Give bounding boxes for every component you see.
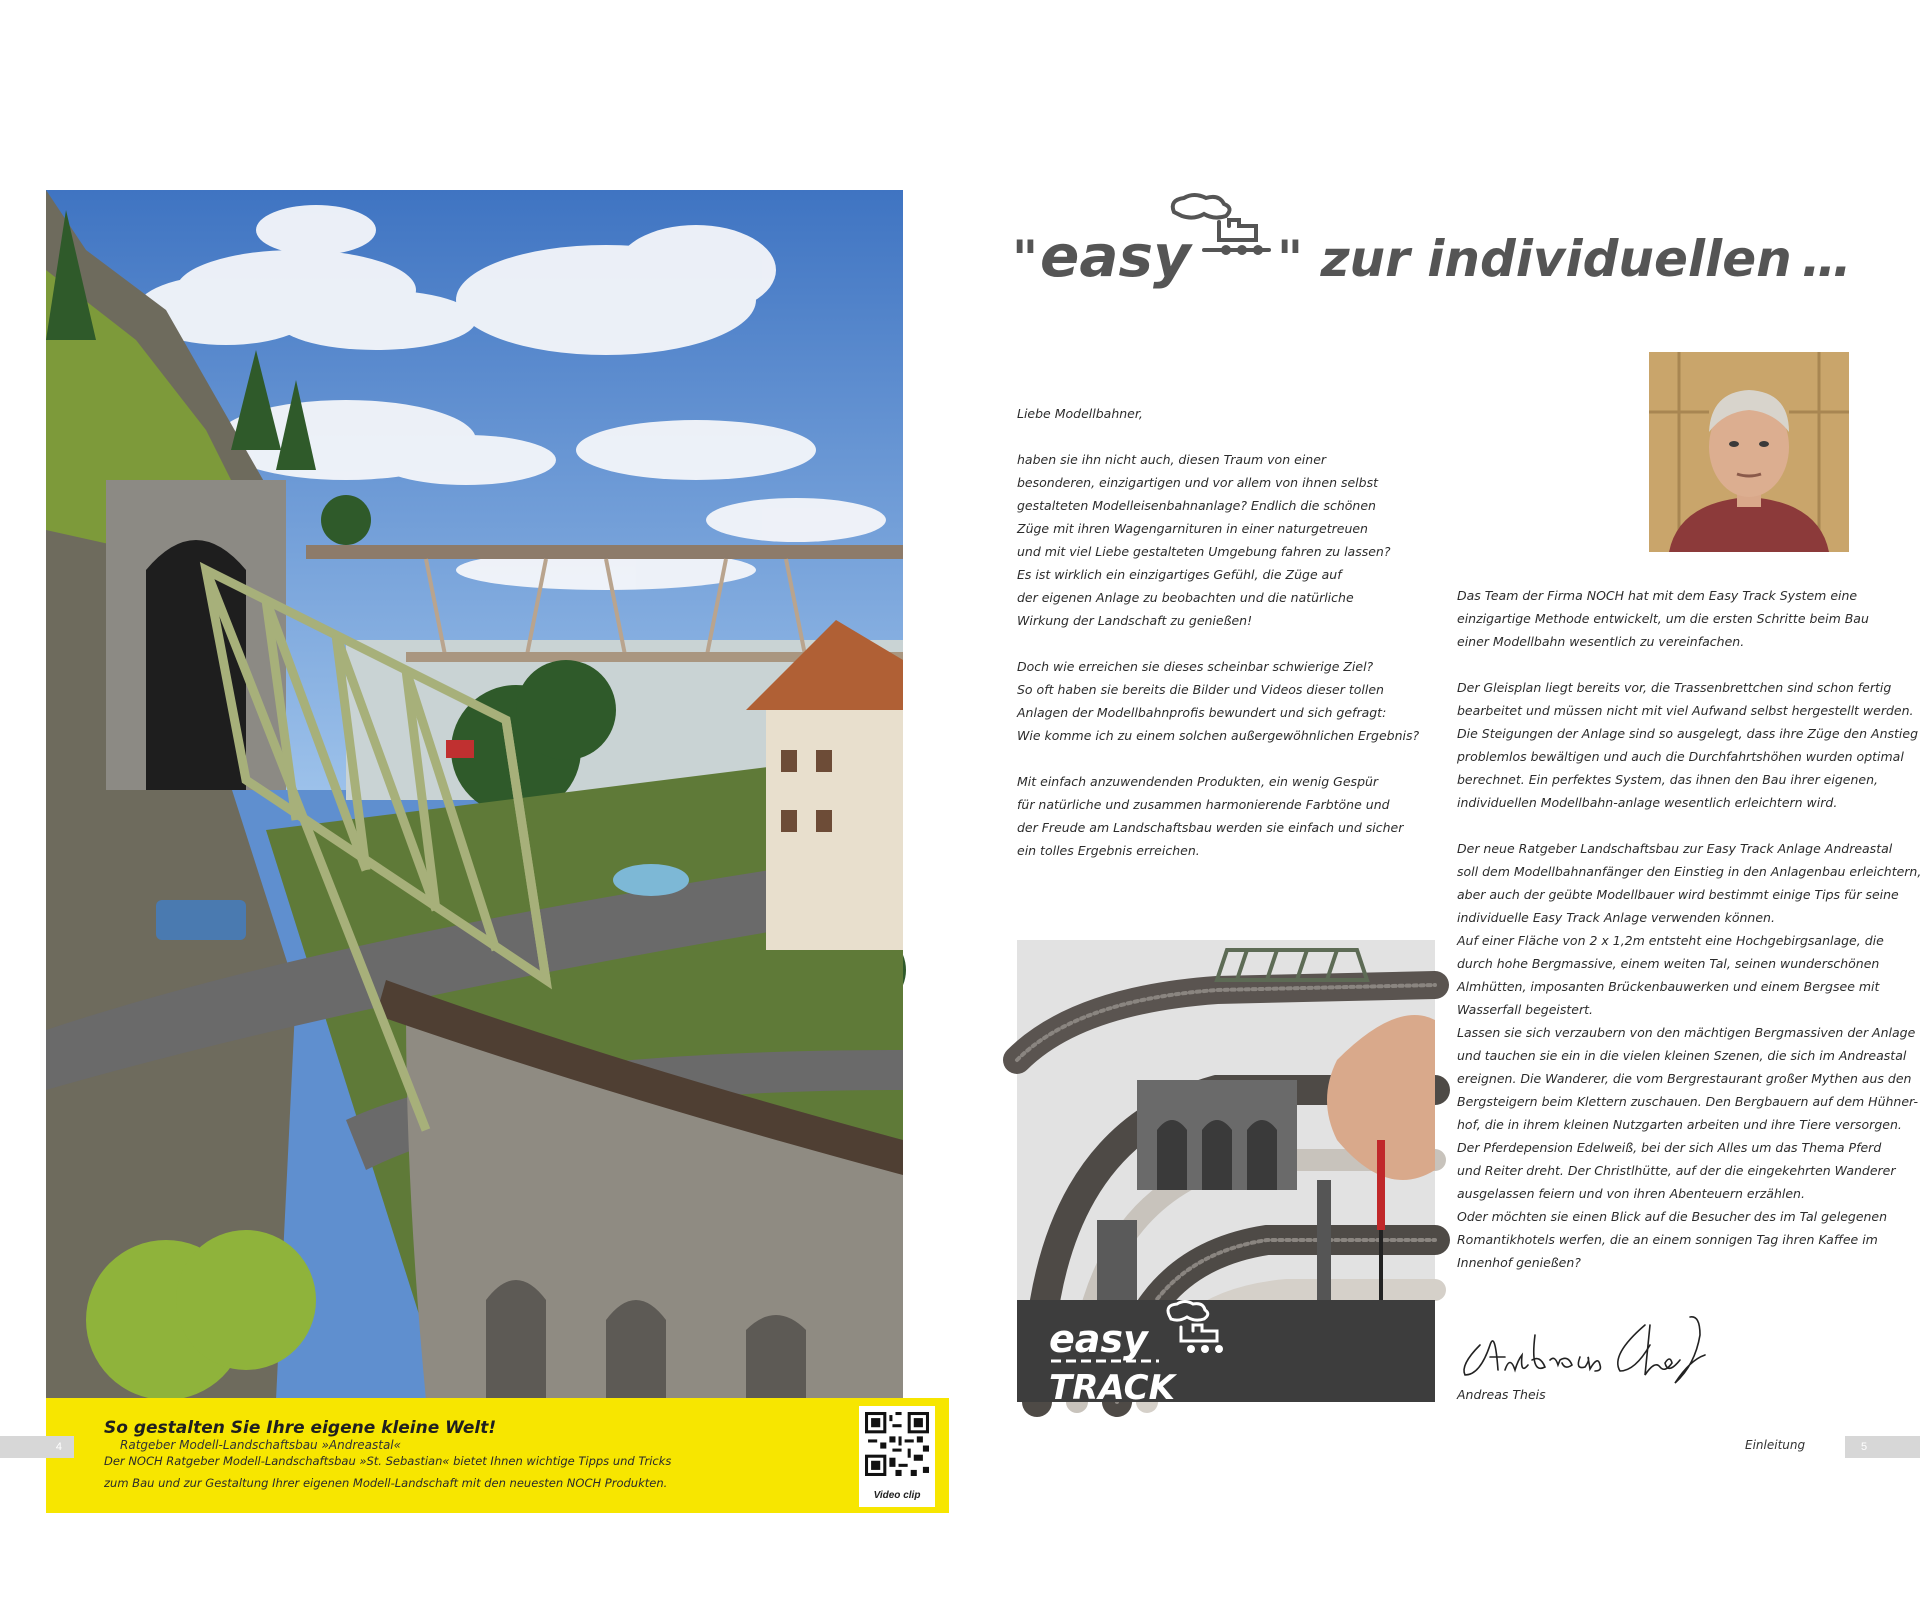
text-line: Bergsteigern beim Klettern zuschauen. Den Bergbauern auf dem Hühner- xyxy=(1457,1094,1918,1109)
text-line: hof, die in ihrem kleinen Nutzgarten arbeiten und ihre Tiere versorgen. xyxy=(1457,1117,1902,1132)
text-line: soll dem Modellbahnanfänger den Einstieg in den Anlagenbau erleichtern, xyxy=(1457,864,1921,879)
text-line: der Freude am Landschaftsbau werden sie einfach und sicher xyxy=(1017,820,1404,835)
text-line: und Reiter dreht. Der Christlhütte, auf der die eingekehrten Wanderer xyxy=(1457,1163,1896,1178)
text-line: So oft haben sie bereits die Bilder und Videos dieser tollen xyxy=(1017,682,1384,697)
text-line: Anlagen der Modellbahnprofis bewundert und sich gefragt: xyxy=(1017,705,1387,720)
text-line: gestalteten Modelleisenbahnanlage? Endlich die schönen xyxy=(1017,498,1376,513)
text-line: berechnet. Ein perfektes System, das ihnen den Bau ihrer eigenen, xyxy=(1457,772,1878,787)
text-line: Doch wie erreichen sie dieses scheinbar schwierige Ziel? xyxy=(1017,659,1374,674)
text-line: Romantikhotels werfen, die an einem sonnigen Tag ihren Kaffee im xyxy=(1457,1232,1878,1247)
left-page xyxy=(0,0,960,1600)
text-line: Die Steigungen der Anlage sind so ausgelegt, dass ihre Züge den Anstieg xyxy=(1457,726,1918,741)
page-number-tab-left xyxy=(0,1436,74,1458)
footer-title-right: Einleitung xyxy=(1745,1438,1806,1452)
page-number-left: 4 xyxy=(55,1441,62,1453)
text-line: Auf einer Fläche von 2 x 1,2m entsteht eine Hochgebirgsanlage, die xyxy=(1457,933,1884,948)
page-number-tab-right xyxy=(1845,1436,1920,1458)
page-number-right: 5 xyxy=(1861,1441,1868,1453)
text-line: bearbeitet und müssen nicht mit viel Aufwand selbst hergestellt werden. xyxy=(1457,703,1914,718)
qr-label: Video clip xyxy=(873,1490,921,1501)
author-portrait xyxy=(1649,352,1849,552)
headline-easy-logo: easy xyxy=(1040,222,1191,290)
text-line: Der Pferdepension Edelweiß, bei der sich Alles um das Thema Pferd xyxy=(1457,1140,1882,1155)
signature-name: Andreas Theis xyxy=(1457,1387,1546,1402)
footer-title-left: Ratgeber Modell-Landschaftsbau »Andreastal« xyxy=(120,1438,402,1452)
easy-track-logo-icon xyxy=(1047,1295,1227,1408)
qr-code-icon xyxy=(865,1412,929,1476)
headline-open-quote: " xyxy=(1012,230,1039,288)
text-line: ausgelassen feiern und von ihren Abenteuern erzählen. xyxy=(1457,1186,1805,1201)
headline xyxy=(1012,192,1892,312)
text-line: der eigenen Anlage zu beobachten und die natürliche xyxy=(1017,590,1354,605)
right-page xyxy=(960,0,1920,1600)
text-line: haben sie ihn nicht auch, diesen Traum von einer xyxy=(1017,452,1327,467)
text-line: Wie komme ich zu einem solchen außergewöhnlichen Ergebnis? xyxy=(1017,728,1420,743)
text-line: Lassen sie sich verzaubern von den mächtigen Bergmassiven der Anlage xyxy=(1457,1025,1916,1040)
person-portrait-icon xyxy=(1649,352,1849,552)
text-line: einzigartige Methode entwickelt, um die ersten Schritte beim Bau xyxy=(1457,611,1869,626)
text-line: durch hohe Bergmassive, einem weiten Tal, seinen wunderschönen xyxy=(1457,956,1880,971)
intro-column xyxy=(1017,402,1420,885)
text-line: Innenhof genießen? xyxy=(1457,1255,1581,1270)
paragraph-4 xyxy=(1457,584,1887,653)
text-line: Wirkung der Landschaft zu genießen! xyxy=(1017,613,1253,628)
paragraph-5 xyxy=(1457,676,1918,814)
promo-title: So gestalten Sie Ihre eigene kleine Welt! xyxy=(104,1418,497,1438)
headline-text: " zur individuellen … xyxy=(1277,230,1852,288)
text-line: individuelle Easy Track Anlage verwenden können. xyxy=(1457,910,1775,925)
text-line: besonderen, einzigartigen und vor allem von ihnen selbst xyxy=(1017,475,1379,490)
paragraph-1 xyxy=(1017,448,1397,632)
greeting: Liebe Modellbahner, xyxy=(1017,406,1143,421)
qr-code[interactable] xyxy=(859,1406,935,1507)
text-line: und tauchen sie ein in die vielen kleinen Szenen, die sich im Andreastal xyxy=(1457,1048,1907,1063)
text-line: problemlos bewältigen und auch die Durchfahrtshöhen wurden optimal xyxy=(1457,749,1904,764)
text-line: Mit einfach anzuwendenden Produkten, ein wenig Gespür xyxy=(1017,774,1379,789)
text-line: Almhütten, imposanten Brückenbauwerken und einem Bergsee mit xyxy=(1457,979,1880,994)
text-line: Züge mit ihren Wagengarnituren in einer naturgetreuen xyxy=(1017,521,1368,536)
easy-track-logo xyxy=(1047,1295,1227,1410)
text-line: aber auch der geübte Modellbauer wird bestimmt einige Tips für seine xyxy=(1457,887,1899,902)
easy-track-photo xyxy=(1017,940,1435,1408)
text-line: Oder möchten sie einen Blick auf die Besucher des im Tal gelegenen xyxy=(1457,1209,1888,1224)
text-line: Wasserfall begeistert. xyxy=(1457,1002,1594,1017)
text-line: und mit viel Liebe gestalteten Umgebung fahren zu lassen? xyxy=(1017,544,1391,559)
text-line: Es ist wirklich ein einzigartiges Gefühl, die Züge auf xyxy=(1017,567,1342,582)
text-line: Der neue Ratgeber Landschaftsbau zur Easy Track Anlage Andreastal xyxy=(1457,841,1893,856)
track-word: TRACK xyxy=(1049,1368,1175,1408)
locomotive-icon xyxy=(1164,192,1274,262)
text-line: einer Modellbahn wesentlich zu vereinfachen. xyxy=(1457,634,1745,649)
easy-word: easy xyxy=(1049,1317,1148,1361)
model-railway-landscape-icon xyxy=(46,190,903,1400)
text-line: Das Team der Firma NOCH hat mit dem Easy Track System eine xyxy=(1457,588,1858,603)
text-line: ereignen. Die Wanderer, die vom Bergrestaurant großer Mythen aus den xyxy=(1457,1071,1912,1086)
paragraph-2 xyxy=(1017,655,1420,747)
signature-icon xyxy=(1450,1305,1750,1385)
text-line: ein tolles Ergebnis erreichen. xyxy=(1017,843,1200,858)
paragraph-6 xyxy=(1457,837,1921,1274)
paragraph-3 xyxy=(1017,770,1404,862)
promo-text-line-2: zum Bau und zur Gestaltung Ihrer eigenen Modell-Landschaft mit den neuesten NOCH Produkten. xyxy=(104,1476,668,1490)
promo-text-line-1: Der NOCH Ratgeber Modell-Landschaftsbau »St. Sebastian« bietet Ihnen wichtige Tipps und Tricks xyxy=(104,1454,672,1468)
text-line: Der Gleisplan liegt bereits vor, die Trassenbrettchen sind schon fertig xyxy=(1457,680,1892,695)
promo-box xyxy=(46,1398,949,1513)
text-line: für natürliche und zusammen harmonierende Farbtöne und xyxy=(1017,797,1390,812)
main-column xyxy=(1457,584,1921,1274)
text-line: individuellen Modellbahn-anlage wesentlich erleichtern wird. xyxy=(1457,795,1838,810)
